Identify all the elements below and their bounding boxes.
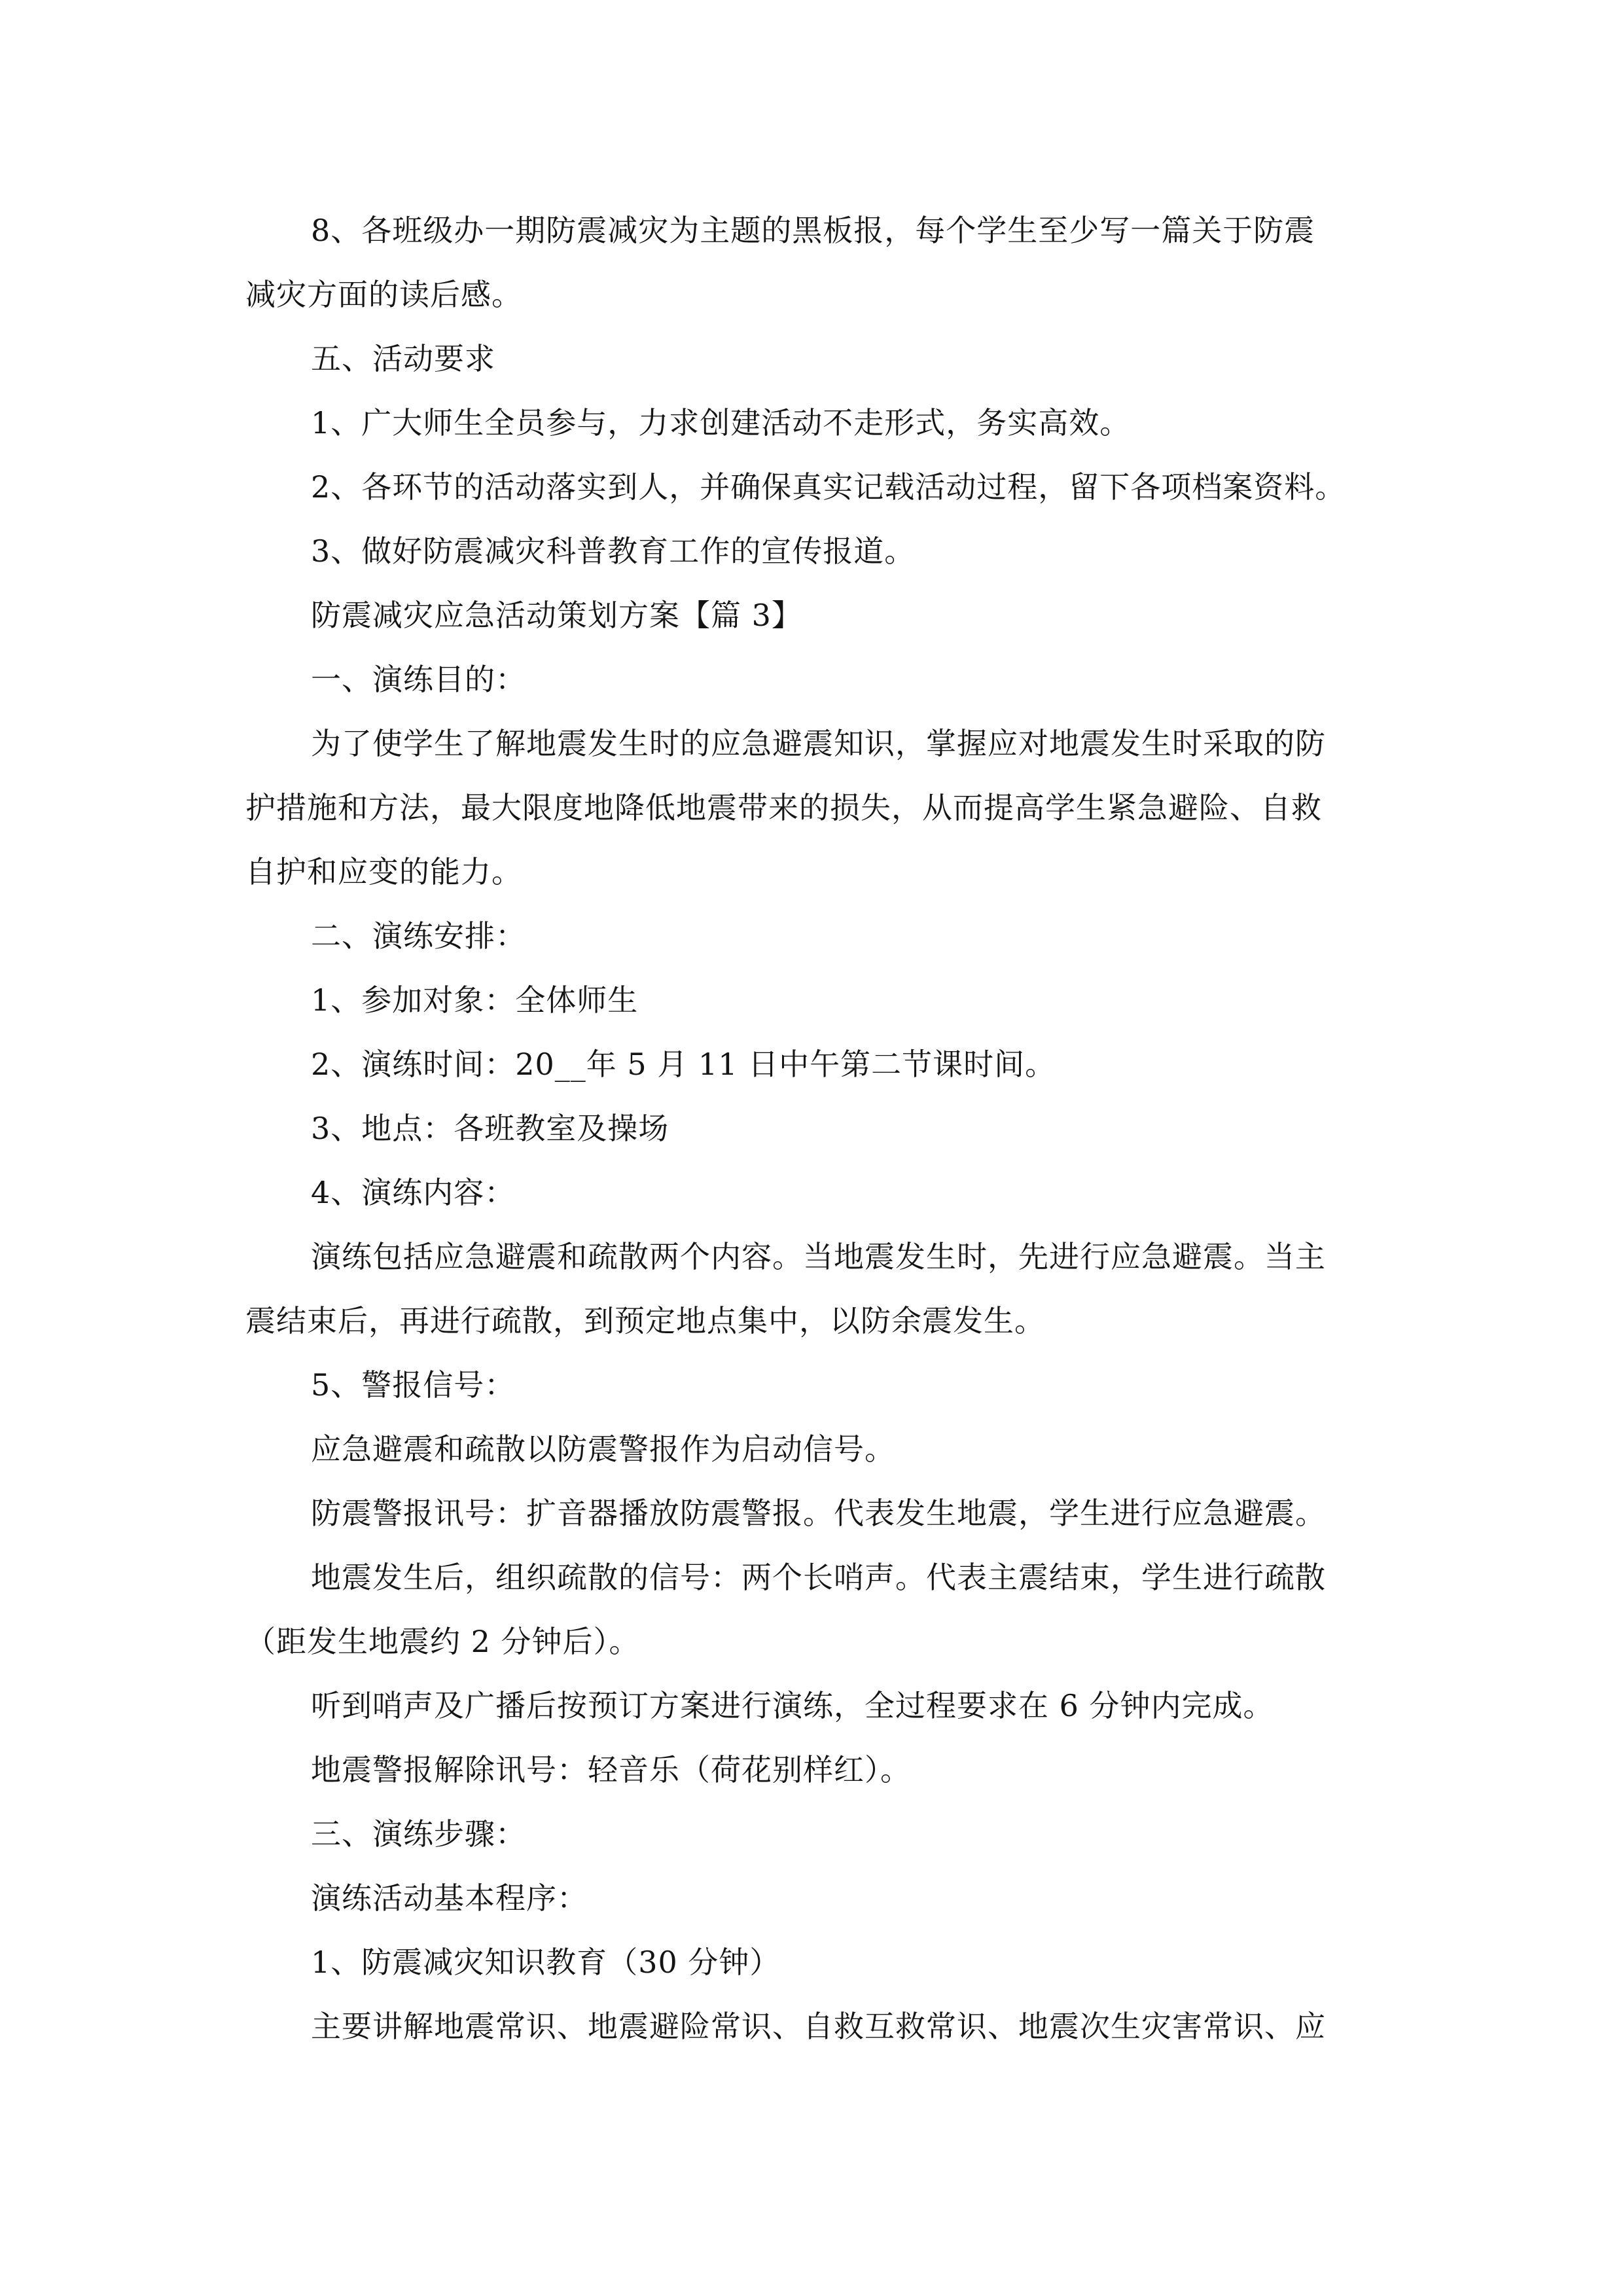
paragraph-line: 应急避震和疏散以防震警报作为启动信号。 [311, 1431, 895, 1467]
paragraph-line: 减灾方面的读后感。 [245, 277, 522, 312]
paragraph-line: 演练活动基本程序： [311, 1880, 588, 1916]
paragraph-line: 地震警报解除讯号：轻音乐（荷花别样红）。 [311, 1752, 911, 1787]
list-item: 1、防震减灾知识教育（30 分钟） [311, 1945, 781, 1980]
list-item: 4、演练内容： [311, 1175, 516, 1210]
list-item: 5、警报信号： [311, 1367, 516, 1403]
list-item: 3、地点：各班教室及操场 [311, 1111, 669, 1146]
paragraph-line: 听到哨声及广播后按预订方案进行演练，全过程要求在 6 分钟内完成。 [311, 1688, 1274, 1723]
paragraph-line: 演练包括应急避震和疏散两个内容。当地震发生时，先进行应急避震。当主 [311, 1239, 1326, 1274]
section-heading: 三、演练步骤： [311, 1816, 526, 1852]
list-item: 1、广大师生全员参与，力求创建活动不走形式，务实高效。 [311, 405, 1131, 440]
paragraph-line: （距发生地震约 2 分钟后）。 [245, 1624, 640, 1659]
paragraph-line: 8、各班级办一期防震减灾为主题的黑板报，每个学生至少写一篇关于防震 [311, 213, 1315, 248]
paragraph-line: 震结束后，再进行疏散，到预定地点集中，以防余震发生。 [245, 1303, 1045, 1338]
list-item: 2、演练时间：20__年 5 月 11 日中午第二节课时间。 [311, 1047, 1056, 1082]
section-heading: 二、演练安排： [311, 918, 526, 954]
paragraph-line: 护措施和方法，最大限度地降低地震带来的损失，从而提高学生紧急避险、自救 [245, 790, 1322, 825]
section-heading: 一、演练目的： [311, 662, 526, 697]
paragraph-line: 主要讲解地震常识、地震避险常识、自救互救常识、地震次生灾害常识、应 [311, 2009, 1326, 2044]
list-item: 1、参加对象：全体师生 [311, 982, 639, 1018]
list-item: 2、各环节的活动落实到人，并确保真实记载活动过程，留下各项档案资料。 [311, 469, 1346, 505]
list-item: 3、做好防震减灾科普教育工作的宣传报道。 [311, 533, 916, 569]
paragraph-line: 防震警报讯号：扩音器播放防震警报。代表发生地震，学生进行应急避震。 [311, 1496, 1326, 1531]
section-heading: 五、活动要求 [311, 341, 495, 376]
paragraph-line: 地震发生后，组织疏散的信号：两个长哨声。代表主震结束，学生进行疏散 [311, 1560, 1326, 1595]
paragraph-line: 自护和应变的能力。 [245, 854, 522, 889]
article-title: 防震减灾应急活动策划方案【篇 3】 [311, 598, 802, 633]
paragraph-line: 为了使学生了解地震发生时的应急避震知识，掌握应对地震发生时采取的防 [311, 726, 1326, 761]
